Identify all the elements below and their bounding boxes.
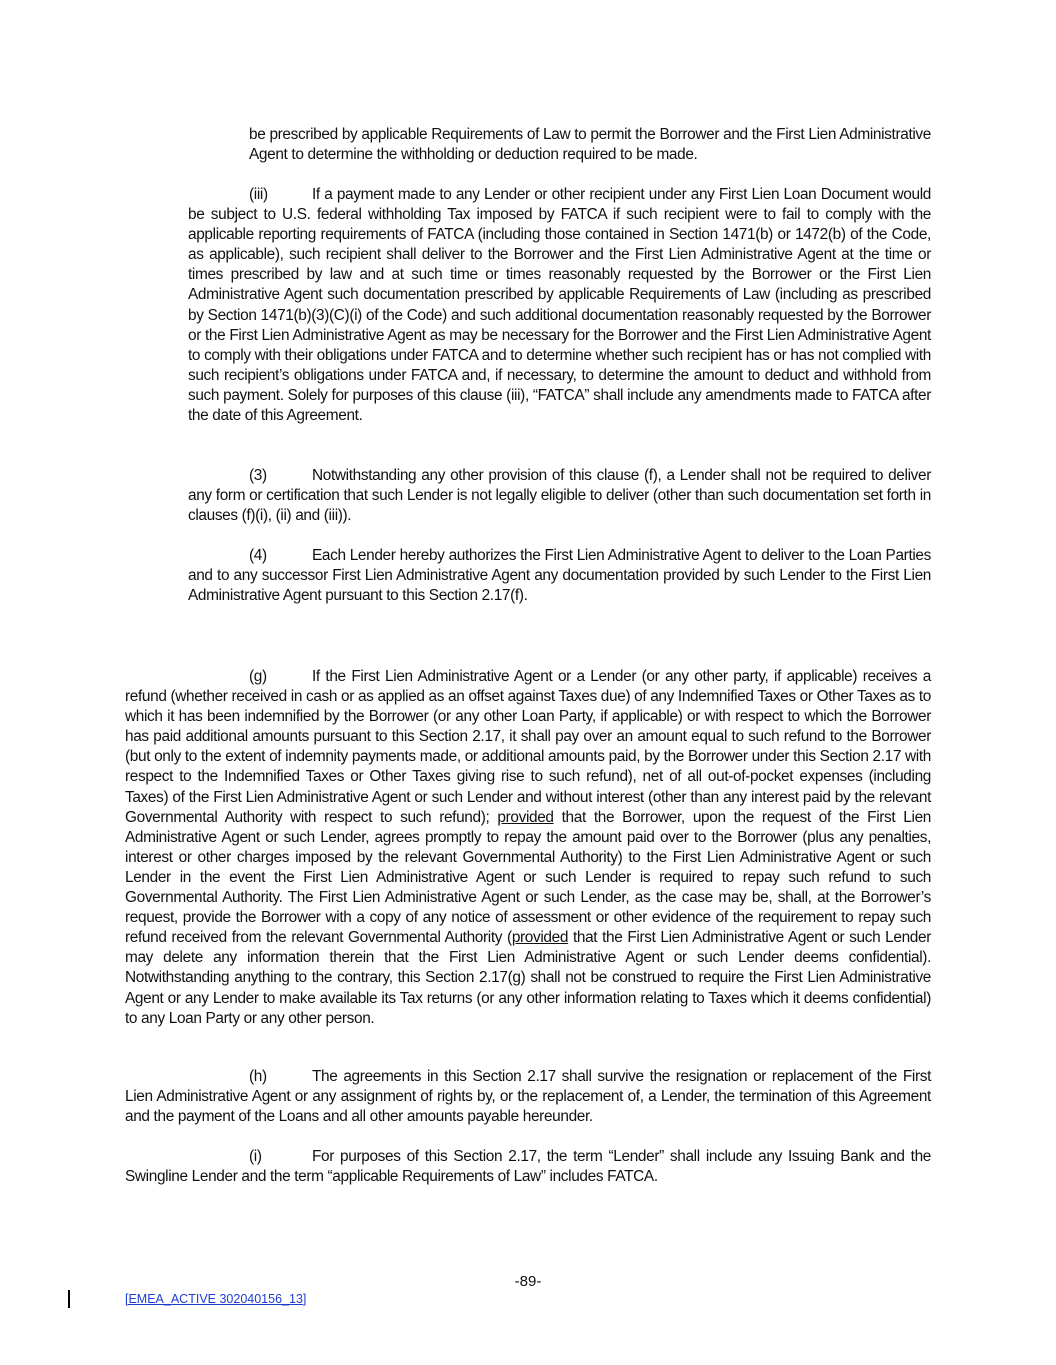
clause-g-provided-2: provided: [511, 929, 569, 947]
continuation-paragraph: [249, 125, 931, 165]
clause-3-text: Notwithstanding any other provision of this clause (f), a Lender shall not be required to deliver any form or certification that such Lender is not legally eligible to deliver (other than such documentation set forth in clauses (f)(i), (ii) and (iii)).: [188, 467, 931, 525]
clause-iii-paragraph: [188, 185, 931, 426]
clause-g-provided-1: provided: [497, 808, 554, 826]
clause-4-paragraph: [188, 546, 931, 606]
clause-g-text-b: that the Borrower, upon the request of the First Lien Administrative Agent or such Lender, agrees promptly to repay the amount paid over to the Borrower (plus any penalties, interest or other charges imposed by the relevant Governmental Authority) to the First Lien Administrative Agent or such Lender in the event the First Lien Administrative Agent or such Lender is required to repay such refund to such Governmental Authority. The First Lien Administrative Agent or such Lender, as the case may be, shall, at the Borrower’s request, provide the Borrower with a copy of any notice of assessment or other evidence of the requirement to repay such refund received from the relevant Governmental Authority (: [125, 808, 931, 947]
clause-g-text-a: If the First Lien Administrative Agent or a Lender (or any other party, if applicable) receives a refund (whether received in cash or as applied as an offset against Taxes due) of any Indemnified Taxes or Other Taxes as to which it has been indemnified by the Borrower (or any other Loan Party, if applicable) or with respect to which the Borrower has paid additional amounts pursuant to this Section 2.17, it shall pay over an amount equal to such refund to the Borrower (but only to the extent of indemnity payments made, or additional amounts paid, by the Borrower under this Section 2.17 with respect to the Indemnified Taxes or Other Taxes giving rise to such refund), net of all out-of-pocket expenses (including Taxes) of the First Lien Administrative Agent or such Lender and without interest (other than any interest paid by the relevant Governmental Authority with respect to such refund);: [125, 668, 931, 826]
clause-4-number: (4): [249, 547, 267, 564]
clause-i-number: (i): [249, 1148, 262, 1165]
clause-h-number: (h): [249, 1068, 267, 1085]
clause-iii-number: (iii): [249, 186, 268, 203]
clause-iii-text: If a payment made to any Lender or other recipient under any First Lien Loan Document would be subject to U.S. federal withholding Tax imposed by FATCA if such recipient were to fail to comply with the applicable reporting requirements of FATCA (including those contained in Section 1471(b) or 1472(b) of the Code, as applicable), such recipient shall deliver to the Borrower and the First Lien Administrative Agent at the time or times prescribed by law and at such time or times reasonably requested by the Borrower or the First Lien Administrative Agent such documentation prescribed by applicable Requirements of Law (including as prescribed by Section 1471(b)(3)(C)(i) of the Code) and such additional documentation reasonably requested by the Borrower or the First Lien Administrative Agent as may be necessary for the Borrower and the First Lien Administrative Agent to comply with their obligations under FATCA and to determine whether such recipient has or has not complied with such recipient’s obligations under FATCA and, if necessary, to determine the amount to deduct and withhold from such payment. Solely for purposes of this clause (iii), “FATCA” shall include any amendments made to FATCA after the date of this Agreement.: [188, 186, 931, 425]
clause-h-paragraph: [125, 1067, 931, 1127]
footer-document-id[interactable]: [EMEA_ACTIVE 302040156_13]: [125, 1292, 307, 1306]
continuation-text: be prescribed by applicable Requirements of Law to permit the Borrower and the First Lien Administrative Agent to determine the withholding or deduction required to be made.: [249, 126, 931, 164]
clause-g-paragraph: [125, 667, 931, 1029]
page-number: -89-: [514, 1273, 542, 1290]
clause-h-text: The agreements in this Section 2.17 shall survive the resignation or replacement of the First Lien Administrative Agent or any assignment of rights by, or the replacement of, a Lender, the termination of this Agreement and the payment of the Loans and all other amounts payable hereunder.: [125, 1068, 931, 1126]
clause-4-text: Each Lender hereby authorizes the First Lien Administrative Agent to deliver to the Loan Parties and to any successor First Lien Administrative Agent any documentation provided by such Lender to the First Lien Administrative Agent pursuant to this Section 2.17(f).: [188, 547, 931, 605]
clause-i-paragraph: [125, 1147, 931, 1187]
revision-margin-bar: [68, 1290, 70, 1308]
clause-g-number: (g): [249, 668, 267, 685]
clause-3-number: (3): [249, 467, 267, 484]
clause-3-paragraph: [188, 466, 931, 526]
clause-i-text: For purposes of this Section 2.17, the term “Lender” shall include any Issuing Bank and the Swingline Lender and the term “applicable Requirements of Law” includes FATCA.: [125, 1148, 931, 1186]
clause-g-text-c: that the First Lien Administrative Agent or such Lender may delete any information therein that the First Lien Administrative Agent or such Lender deems confidential). Notwithstanding anything to the contrary, this Section 2.17(g) shall not be construed to require the First Lien Administrative Agent or any Lender to make available its Tax returns (or any other information relating to Taxes which it deems confidential) to any Loan Party or any other person.: [125, 929, 931, 1027]
